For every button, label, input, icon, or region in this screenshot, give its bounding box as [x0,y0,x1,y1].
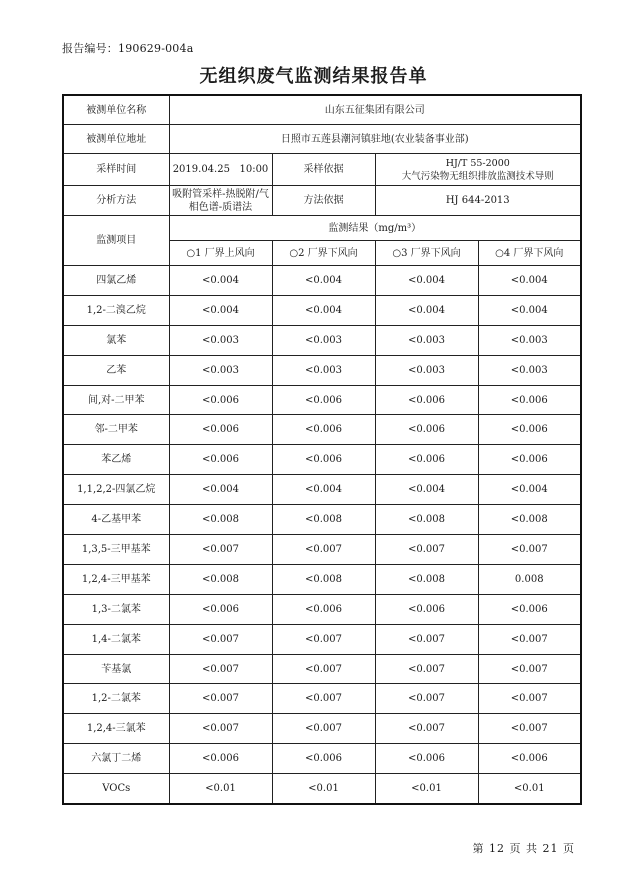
result-value: <0.007 [169,535,272,565]
table-row [63,594,581,624]
result-value: <0.007 [478,684,581,714]
result-value: <0.004 [478,475,581,505]
result-value: <0.006 [478,415,581,445]
sampling-basis-value [375,154,581,186]
result-value: <0.008 [169,505,272,535]
monitoring-item: 邻-二甲苯 [63,415,169,445]
result-value: <0.008 [375,505,478,535]
results-label: 监测结果（mg/m³） [169,216,581,241]
sampling-row [63,154,581,186]
result-value: <0.007 [169,624,272,654]
result-value: <0.008 [478,505,581,535]
result-value: <0.006 [272,385,375,415]
method-basis-label: 方法依据 [272,186,375,216]
address-label: 被测单位地址 [63,125,169,154]
result-value: <0.007 [478,624,581,654]
result-value: <0.004 [272,475,375,505]
result-value: <0.003 [375,325,478,355]
monitoring-item: 1,2-二氯苯 [63,684,169,714]
results-header-row [63,216,581,241]
result-value: <0.006 [169,445,272,475]
address-row [63,125,581,154]
sampling-basis-standard: HJ/T 55-2000 [445,157,510,169]
monitoring-item: 四氯乙烯 [63,266,169,296]
results-table [62,94,582,805]
table-row [63,415,581,445]
result-value: <0.007 [375,535,478,565]
report-title: 无组织废气监测结果报告单 [199,66,428,87]
monitoring-item: 1,3,5-三甲基苯 [63,535,169,565]
analysis-method-label: 分析方法 [63,186,169,216]
table-row [63,654,581,684]
result-value: <0.006 [478,594,581,624]
sampling-time-label: 采样时间 [63,154,169,186]
table-row [63,266,581,296]
report-number: 报告编号：190629-004a [62,42,194,55]
table-row [63,774,581,804]
analysis-row [63,186,581,216]
result-value: <0.004 [169,475,272,505]
result-value: <0.003 [478,355,581,385]
result-value: <0.008 [375,564,478,594]
sampling-basis-label: 采样依据 [272,154,375,186]
result-value: <0.006 [272,445,375,475]
table-row [63,714,581,744]
result-value: <0.007 [478,535,581,565]
table-row [63,475,581,505]
result-value: <0.006 [375,594,478,624]
column-header: ○1 厂界上风向 [169,241,272,266]
analysis-method-value: 吸附管采样-热脱附/气相色谱-质谱法 [169,186,272,216]
column-header: ○4 厂界下风向 [478,241,581,266]
page-footer: 第 12 页 共 21 页 [472,842,575,855]
monitoring-item: 1,3-二氯苯 [63,594,169,624]
result-value: <0.007 [272,684,375,714]
table-row [63,325,581,355]
result-value: <0.007 [272,535,375,565]
result-value: <0.003 [169,325,272,355]
result-value: <0.006 [169,385,272,415]
column-header: ○2 厂界下风向 [272,241,375,266]
monitoring-item: 间,对-二甲苯 [63,385,169,415]
result-value: <0.007 [375,654,478,684]
monitoring-item: 六氯丁二烯 [63,744,169,774]
result-value: <0.006 [375,445,478,475]
unit-label: 被测单位名称 [63,95,169,125]
table-row [63,295,581,325]
monitoring-item: 苯乙烯 [63,445,169,475]
result-value: <0.006 [272,594,375,624]
table-row [63,564,581,594]
result-value: <0.006 [272,415,375,445]
result-value: <0.007 [478,714,581,744]
result-value: <0.004 [375,475,478,505]
table-row [63,355,581,385]
table-row [63,445,581,475]
result-value: <0.007 [272,654,375,684]
unit-row [63,95,581,125]
result-value: <0.003 [169,355,272,385]
result-value: <0.007 [272,714,375,744]
result-value: <0.004 [375,266,478,296]
result-value: <0.004 [478,266,581,296]
result-value: <0.004 [375,295,478,325]
result-value: <0.006 [478,744,581,774]
method-basis-value: HJ 644-2013 [375,186,581,216]
monitoring-item: 1,1,2,2-四氯乙烷 [63,475,169,505]
monitoring-item: 乙苯 [63,355,169,385]
result-value: <0.006 [272,744,375,774]
result-value: <0.003 [478,325,581,355]
table-row [63,744,581,774]
result-value: <0.007 [169,714,272,744]
monitoring-item: 苄基氯 [63,654,169,684]
result-value: <0.007 [375,684,478,714]
result-value: <0.006 [169,415,272,445]
result-value: <0.007 [375,624,478,654]
result-value: 0.008 [478,564,581,594]
result-value: <0.003 [272,325,375,355]
result-value: <0.008 [272,505,375,535]
monitoring-item: 1,2,4-三甲基苯 [63,564,169,594]
result-value: <0.008 [169,564,272,594]
result-value: <0.007 [478,654,581,684]
table-row [63,535,581,565]
result-value: <0.006 [478,445,581,475]
column-header: ○3 厂界下风向 [375,241,478,266]
address-value: 日照市五莲县潮河镇驻地(农业装备事业部) [169,125,581,154]
result-value: <0.01 [169,774,272,804]
monitoring-item: 4-乙基甲苯 [63,505,169,535]
result-value: <0.004 [272,266,375,296]
result-value: <0.003 [272,355,375,385]
result-value: <0.008 [272,564,375,594]
result-value: <0.01 [375,774,478,804]
result-value: <0.006 [375,744,478,774]
monitoring-item: 1,2-二溴乙烷 [63,295,169,325]
result-value: <0.006 [169,744,272,774]
result-value: <0.004 [169,295,272,325]
table-row [63,505,581,535]
monitoring-item: 1,2,4-三氯苯 [63,714,169,744]
result-value: <0.007 [375,714,478,744]
result-value: <0.007 [169,684,272,714]
monitoring-item: 1,4-二氯苯 [63,624,169,654]
unit-value: 山东五征集团有限公司 [169,95,581,125]
result-value: <0.006 [375,415,478,445]
result-value: <0.003 [375,355,478,385]
result-value: <0.006 [375,385,478,415]
result-value: <0.004 [478,295,581,325]
result-value: <0.01 [478,774,581,804]
monitoring-item: VOCs [63,774,169,804]
result-value: <0.006 [478,385,581,415]
table-row [63,385,581,415]
result-value: <0.006 [169,594,272,624]
sampling-basis-guideline: 大气污染物无组织排放监测技术导则 [401,170,554,182]
sampling-time-value: 2019.04.25 10:00 [169,154,272,186]
monitoring-item-label: 监测项目 [63,216,169,266]
result-value: <0.007 [272,624,375,654]
table-row [63,684,581,714]
result-value: <0.01 [272,774,375,804]
result-value: <0.004 [272,295,375,325]
monitoring-item: 氯苯 [63,325,169,355]
result-value: <0.007 [169,654,272,684]
table-row [63,624,581,654]
result-value: <0.004 [169,266,272,296]
